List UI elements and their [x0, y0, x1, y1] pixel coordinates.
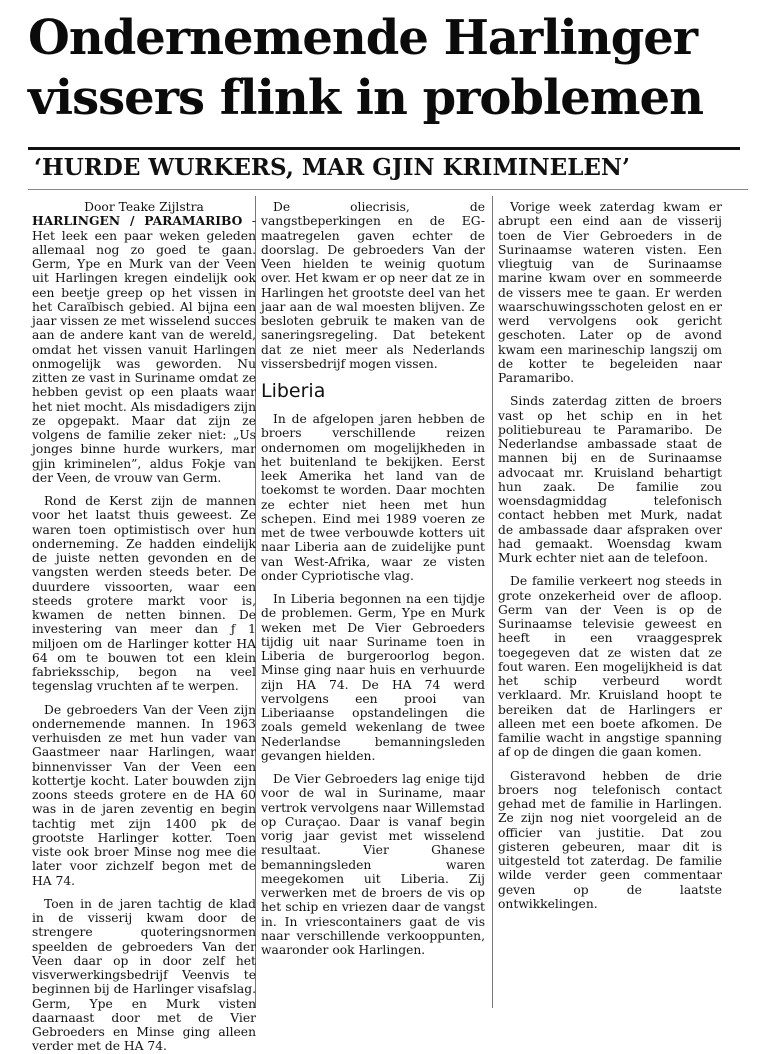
article-paragraph: Vorige week zaterdag kwam er abrupt een eind aan de visserij toen de Vier Gebroeders in de Surinaamse wateren visten. Een vliegtuig van de Surinaamse marine kwam over en sommeerde de vissers mee te gaan. Er werden waarschuwingsschoten gelost en er werd vervolgens ook gericht geschoten. Later op de avond kwam een marineschip langszij om de kotter te begeleiden naar Paramaribo.: [498, 200, 722, 385]
article-paragraph: Toen in de jaren tachtig de klad in de visserij kwam door de strengere quoteringsnormen speelden de gebroeders Van der Veen daar op in door zelf het visverwerkingsbedrijf Veenvis te beginnen bij de Harlinger visafslag. Germ, Ype en Murk visten daarnaast door met de Vier Gebroeders en Minse ging alleen verder met de HA 74.: [32, 896, 256, 1054]
article-paragraph: De oliecrisis, de vangstbeperkingen en de EG-maatregelen gaven echter de doorslag. De gebroeders Van der Veen hielden te weinig quotum over. Het kwam er op neer dat ze in Harlingen het grootste deel van het jaar aan de wal moesten blijven. Ze besloten gebruik te maken van de saneringsregeling. Dat betekent dat ze niet meer als Nederlands vissersbedrijf mogen vissen.: [261, 200, 485, 371]
article-paragraph: In de afgelopen jaren hebben de broers verschillende reizen ondernomen om mogelijkheden in het buitenland te bekijken. Eerst leek Amerika het land van de toekomst te worden. Daar mochten ze echter niet heen met hun schepen. Eind mei 1989 voeren ze met de twee verbouwde kotters uit naar Liberia aan de zuidelijke punt van West-Afrika, waar ze visten onder Cypriotische vlag.: [261, 412, 485, 583]
article-paragraph: De Vier Gebroeders lag enige tijd voor de wal in Suriname, maar vertrok vervolgens naar Willemstad op Curaçao. Daar is vanaf begin vorig jaar gevist met wisselend resultaat. Vier Ghanese bemanningsleden waren meegekomen uit Liberia. Zij verwerken met de broers de vis op het schip en vriezen daar de vangst in. In vriescontainers gaat de vis naar verschillende verkooppunten, waaronder ook Harlingen.: [261, 772, 485, 957]
article-paragraph: Sinds zaterdag zitten de broers vast op het schip en in het politiebureau te Paramaribo. De Nederlandse ambassade staat de mannen bij en de Surinaamse advocaat mr. Kruisland behartigt hun zaak. De familie zou woensdagmiddag telefonisch contact hebben met Murk, nadat de ambassade daar afspraken over had gemaakt. Woensdag kwam Murk echter niet aan de telefoon.: [498, 394, 722, 565]
headline: Ondernemende Harlinger vissers flink in problemen: [28, 10, 703, 126]
article-column-2: [261, 200, 485, 1015]
lead-text: - Het leek een paar weken geleden allemaal nog zo goed te gaan. Germ, Ype en Murk van der Veen uit Harlingen kregen eindelijk ook een beetje greep op het vissen in het Caraïbisch gebied. Al bijna een jaar vissen ze met wisselend succes aan de andere kant van de wereld, omdat het vissen vanuit Harlingen onmogelijk was geworden. Nu zitten ze vast in Suriname omdat ze hebben gevist op een plaats waar het niet mocht. Als misdadigers zijn ze opgepakt. Maar dat zijn ze volgens de familie zeker niet: „Us jonges binne hurde wurkers, mar gjin kriminelen”, aldus Fokje van der Veen, de vrouw van Germ.: [32, 214, 256, 485]
article-paragraph: De gebroeders Van der Veen zijn ondernemende mannen. In 1963 verhuisden ze met hun vader van Gaastmeer naar Harlingen, waar binnenvisser Van der Veen een kottertje kocht. Later bouwden zijn zoons steeds grotere en de HA 60 was in de jaren zeventig en begin tachtig met zijn 1400 pk de grootste Harlinger kotter. Toen viste ook broer Minse nog mee die later voor zichzelf begon met de HA 74.: [32, 702, 256, 888]
subheadline: ‘HURDE WURKERS, MAR GJIN KRIMINELEN’: [34, 154, 630, 181]
article-paragraph: In Liberia begonnen na een tijdje de problemen. Germ, Ype en Murk weken met De Vier Gebroeders tijdig uit naar Suriname toen in Liberia de burgeroorlog begon. Minse ging naar huis en verhuurde zijn HA 74. De HA 74 werd vervolgens een prooi van Liberiaanse opstandelingen die zoals gemeld wekenlang de twee Nederlandse bemanningsleden gevangen hielden.: [261, 592, 485, 763]
dateline: HARLINGEN / PARAMARIBO: [32, 213, 243, 229]
article-paragraph: Rond de Kerst zijn de mannen voor het laatst thuis geweest. Ze waren toen optimistisch over hun onderneming. Ze hadden eindelijk de juiste netten gevonden en de vangsten werden steeds beter. De duurdere vissoorten, waar een steeds grotere markt voor is, kwamen de netten binnen. De investering van meer dan ƒ 1 miljoen om de Harlinger kotter HA 64 om te bouwen tot een klein fabrieksschip, begon na veel tegenslag vruchten af te werpen.: [32, 494, 256, 694]
byline: Door Teake Zijlstra: [84, 200, 204, 214]
subheadline-rule: [28, 189, 748, 190]
article-paragraph: De familie verkeert nog steeds in grote onzekerheid over de afloop. Germ van der Veen is op de Surinaamse televisie geweest en heeft in een vraaggesprek toegegeven dat ze wisten dat ze fout waren. Een mogelijkheid is dat het schip verbeurd wordt verklaard. Mr. Kruisland hoopt te bereiken dat de Harlingers er alleen met een boete afkomen. De familie wacht in angstige spanning af op de dingen die gaan komen.: [498, 574, 722, 760]
article-column-3: [498, 200, 722, 1015]
column-separator: [492, 196, 493, 1008]
article-paragraph: Gisteravond hebben de drie broers nog telefonisch contact gehad met de familie in Harlingen. Ze zijn nog niet voorgeleid an de officier van justitie. Dat zou gisteren gebeuren, maar dit is uitgesteld tot zaterdag. De familie wilde verder geen commentaar geven op de laatste ontwikkelingen.: [498, 768, 722, 911]
article-column-1: [32, 200, 256, 1054]
intertitle: Liberia: [261, 380, 326, 402]
lead-paragraph: [32, 214, 256, 485]
